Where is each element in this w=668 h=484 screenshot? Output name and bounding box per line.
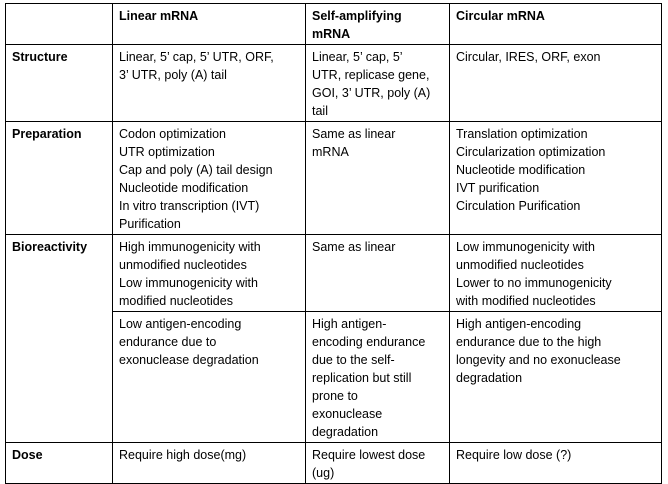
- col-header-circular: [450, 4, 662, 45]
- cell-text-line: (ug): [312, 466, 335, 480]
- cell-text-line: UTR, replicase gene,: [312, 68, 430, 82]
- table-row-dose: [6, 443, 662, 484]
- cell-text-line: exonuclease: [312, 407, 383, 421]
- cell-text-line: encoding endurance: [312, 335, 426, 349]
- row-header-structure: Structure: [6, 45, 113, 122]
- cell-text-line: Linear, 5’ cap, 5’: [312, 50, 403, 64]
- row-header-preparation: Preparation: [6, 122, 113, 235]
- cell-text-line: Lower to no immunogenicity: [456, 276, 612, 290]
- cell-text-line: 3’ UTR, poly (A) tail: [119, 68, 227, 82]
- cell-text-line: GOI, 3’ UTR, poly (A): [312, 86, 431, 100]
- cell-text-line: modified nucleotides: [119, 294, 233, 308]
- cell-text-line: Low immunogenicity with: [456, 240, 595, 254]
- cell-text-line: High antigen-: [312, 317, 387, 331]
- cell-text-line: In vitro transcription (IVT): [119, 199, 260, 213]
- cell-text-line: unmodified nucleotides: [119, 258, 247, 272]
- cell-text-line: degradation: [312, 425, 379, 439]
- cell-text-line: Require lowest dose: [312, 448, 426, 462]
- cell-bioreactivity-circular: [450, 235, 662, 312]
- cell-text-line: Purification: [119, 217, 181, 231]
- cell-text-line: exonuclease degradation: [119, 353, 259, 367]
- table-row-bioreactivity: [6, 235, 662, 312]
- cell-preparation-circular: [450, 122, 662, 235]
- cell-text-line: Require high dose(mg): [119, 448, 247, 462]
- cell-text-line: Translation optimization: [456, 127, 588, 141]
- table-header-row: [6, 4, 662, 45]
- cell-text-line: degradation: [456, 371, 523, 385]
- cell-text-line: Circularization optimization: [456, 145, 606, 159]
- cell-preparation-self-amplifying: [306, 122, 450, 235]
- cell-text-line: Low immunogenicity with: [119, 276, 258, 290]
- row-header-dose: Dose: [6, 443, 113, 484]
- cell-structure-circular: [450, 45, 662, 122]
- cell-preparation-linear: [113, 122, 306, 235]
- col-header-self-amplifying: [306, 4, 450, 45]
- row-header-bioreactivity: Bioreactivity: [6, 235, 113, 443]
- col-header-linear: [113, 4, 306, 45]
- cell-endurance-self-amplifying: [306, 312, 450, 443]
- table-row-preparation: [6, 122, 662, 235]
- cell-text-line: Nucleotide modification: [119, 181, 249, 195]
- cell-bioreactivity-linear: [113, 235, 306, 312]
- cell-dose-circular: [450, 443, 662, 484]
- cell-text-line: High immunogenicity with: [119, 240, 261, 254]
- cell-text-line: Same as linear: [312, 127, 396, 141]
- cell-text-line: mRNA: [312, 145, 349, 159]
- cell-text-line: tail: [312, 104, 328, 118]
- cell-text-line: UTR optimization: [119, 145, 215, 159]
- cell-text-line: Linear, 5’ cap, 5’ UTR, ORF,: [119, 50, 274, 64]
- cell-text-line: with modified nucleotides: [456, 294, 596, 308]
- cell-text-line: prone to: [312, 389, 358, 403]
- corner-cell: [6, 4, 113, 45]
- cell-endurance-linear: [113, 312, 306, 443]
- table-row-structure: [6, 45, 662, 122]
- cell-text-line: Codon optimization: [119, 127, 227, 141]
- cell-text-line: High antigen-encoding: [456, 317, 582, 331]
- cell-text-line: Circular mRNA: [456, 9, 545, 23]
- cell-text-line: Same as linear: [312, 240, 396, 254]
- cell-text-line: endurance due to: [119, 335, 217, 349]
- cell-text-line: Linear mRNA: [119, 9, 199, 23]
- mrna-comparison-table: [5, 3, 662, 484]
- cell-dose-self-amplifying: [306, 443, 450, 484]
- cell-text-line: mRNA: [312, 27, 351, 41]
- cell-bioreactivity-self-amplifying: [306, 235, 450, 312]
- cell-text-line: Low antigen-encoding: [119, 317, 242, 331]
- cell-text-line: longevity and no exonuclease: [456, 353, 621, 367]
- cell-text-line: endurance due to the high: [456, 335, 602, 349]
- cell-text-line: due to the self-: [312, 353, 395, 367]
- cell-text-line: IVT purification: [456, 181, 540, 195]
- cell-text-line: unmodified nucleotides: [456, 258, 584, 272]
- cell-structure-self-amplifying: [306, 45, 450, 122]
- cell-text-line: replication but still: [312, 371, 412, 385]
- cell-dose-linear: [113, 443, 306, 484]
- cell-text-line: Require low dose (?): [456, 448, 572, 462]
- cell-text-line: Circulation Purification: [456, 199, 581, 213]
- cell-endurance-circular: [450, 312, 662, 443]
- cell-structure-linear: [113, 45, 306, 122]
- cell-text-line: Self-amplifying: [312, 9, 402, 23]
- cell-text-line: Circular, IRES, ORF, exon: [456, 50, 601, 64]
- cell-text-line: Nucleotide modification: [456, 163, 586, 177]
- cell-text-line: Cap and poly (A) tail design: [119, 163, 273, 177]
